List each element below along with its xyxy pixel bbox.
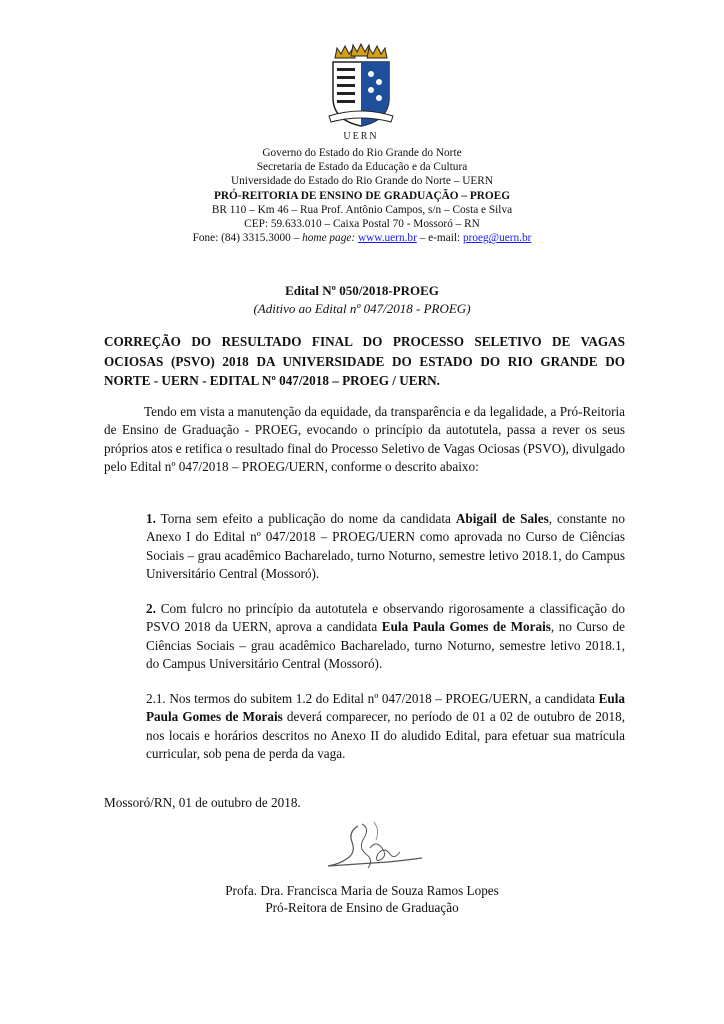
item-2-1-pre: 2.1. Nos termos do subitem 1.2 do Edital nº 047/2018 – PROEG/UERN, a candidata bbox=[146, 691, 596, 706]
item-2-number: 2. bbox=[146, 601, 156, 616]
signer-name: Profa. Dra. Francisca Maria de Souza Ramos Lopes bbox=[225, 883, 499, 898]
homepage-label: home page: bbox=[302, 232, 356, 245]
item-2-post: , no Curso de Ciências Sociais – grau acadêmico Bacharelado, turno Noturno, semestre letivo 2018.1, do Campus Universitário Central (Mossoró). bbox=[146, 619, 625, 672]
email-link[interactable]: proeg@uern.br bbox=[462, 232, 532, 245]
header-line-address: BR 110 – Km 46 – Rua Prof. Antônio Campos, s/n – Costa e Silva bbox=[211, 203, 513, 216]
signer-role: Pró-Reitora de Ensino de Graduação bbox=[265, 900, 459, 915]
handwritten-signature bbox=[318, 818, 428, 880]
edital-heading bbox=[0, 282, 724, 318]
header-line-proeg: PRÓ-REITORIA DE ENSINO DE GRADUAÇÃO – PROEG bbox=[213, 189, 511, 202]
signer-block bbox=[0, 882, 724, 916]
document-title: CORREÇÃO DO RESULTADO FINAL DO PROCESSO SELETIVO DE VAGAS OCIOSAS (PSVO) 2018 DA UNIVERSIDADE DO ESTADO DO RIO GRANDE DO NORTE - UERN - EDITAL Nº 047/2018 – PROEG / UERN. bbox=[104, 334, 625, 389]
item-2-pre: Com fulcro no princípio da autotutela e observando rigorosamente a classificação do PSVO 2018 da UERN, aprova a candidata bbox=[146, 601, 625, 635]
homepage-link[interactable]: www.uern.br bbox=[357, 232, 417, 245]
item-2-name: Eula Paula Gomes de Morais bbox=[381, 619, 551, 635]
edital-aditivo: (Aditivo ao Edital nº 047/2018 - PROEG) bbox=[253, 301, 471, 316]
letterhead bbox=[0, 146, 724, 245]
email-label: – e-mail: bbox=[419, 232, 461, 245]
header-line-secretariat: Secretaria de Estado da Educação e da Cultura bbox=[256, 161, 468, 174]
uern-logo bbox=[325, 42, 397, 142]
item-1-number: 1. bbox=[146, 511, 156, 526]
header-line-government: Governo do Estado do Rio Grande do Norte bbox=[262, 147, 462, 159]
header-line-cep: CEP: 59.633.010 – Caixa Postal 70 - Mossoró – RN bbox=[244, 218, 480, 231]
item-2-1 bbox=[146, 690, 625, 764]
place-date: Mossoró/RN, 01 de outubro de 2018. bbox=[104, 795, 301, 810]
svg-text:UERN: UERN bbox=[343, 131, 379, 142]
item-2-1-name: Eula Paula Gomes de Morais bbox=[146, 691, 625, 725]
item-1-post: , constante no Anexo I do Edital nº 047/2018 – PROEG/UERN como aprovada no Curso de Ciências Sociais – grau acadêmico Bacharelado, turno Noturno, semestre letivo 2018.1, do Campus Universitário Central (Mossoró). bbox=[146, 511, 625, 582]
item-1-name: Abigail de Sales bbox=[455, 511, 549, 526]
item-2 bbox=[146, 600, 625, 674]
header-line-contact bbox=[0, 231, 724, 245]
edital-number: Edital Nº 050/2018-PROEG bbox=[285, 283, 439, 298]
header-line-university: Universidade do Estado do Rio Grande do Norte – UERN bbox=[231, 175, 493, 188]
intro-paragraph: Tendo em vista a manutenção da equidade, da transparência e da legalidade, a Pró-Reitoria de Ensino de Graduação - PROEG, evocando o princípio da autotutela, passa a rever os seus próprios atos e retifica o resultado final do Processo Seletivo de Vagas Ociosas (PSVO), divulgado pelo Edital nº 047/2018 – PROEG/UERN, conforme o descrito abaixo: bbox=[104, 404, 625, 475]
crown-icons bbox=[335, 44, 387, 58]
item-2-1-post: deverá comparecer, no período de 01 a 02 de outubro de 2018, nos locais e horários descritos no Anexo II do aludido Edital, para efetuar sua matrícula curricular, sob pena de perda da vaga. bbox=[146, 709, 625, 762]
phone-text: Fone: (84) 3315.3000 – bbox=[192, 232, 300, 245]
item-1 bbox=[146, 510, 625, 584]
item-1-pre: Torna sem efeito a publicação do nome da candidata bbox=[160, 511, 451, 526]
